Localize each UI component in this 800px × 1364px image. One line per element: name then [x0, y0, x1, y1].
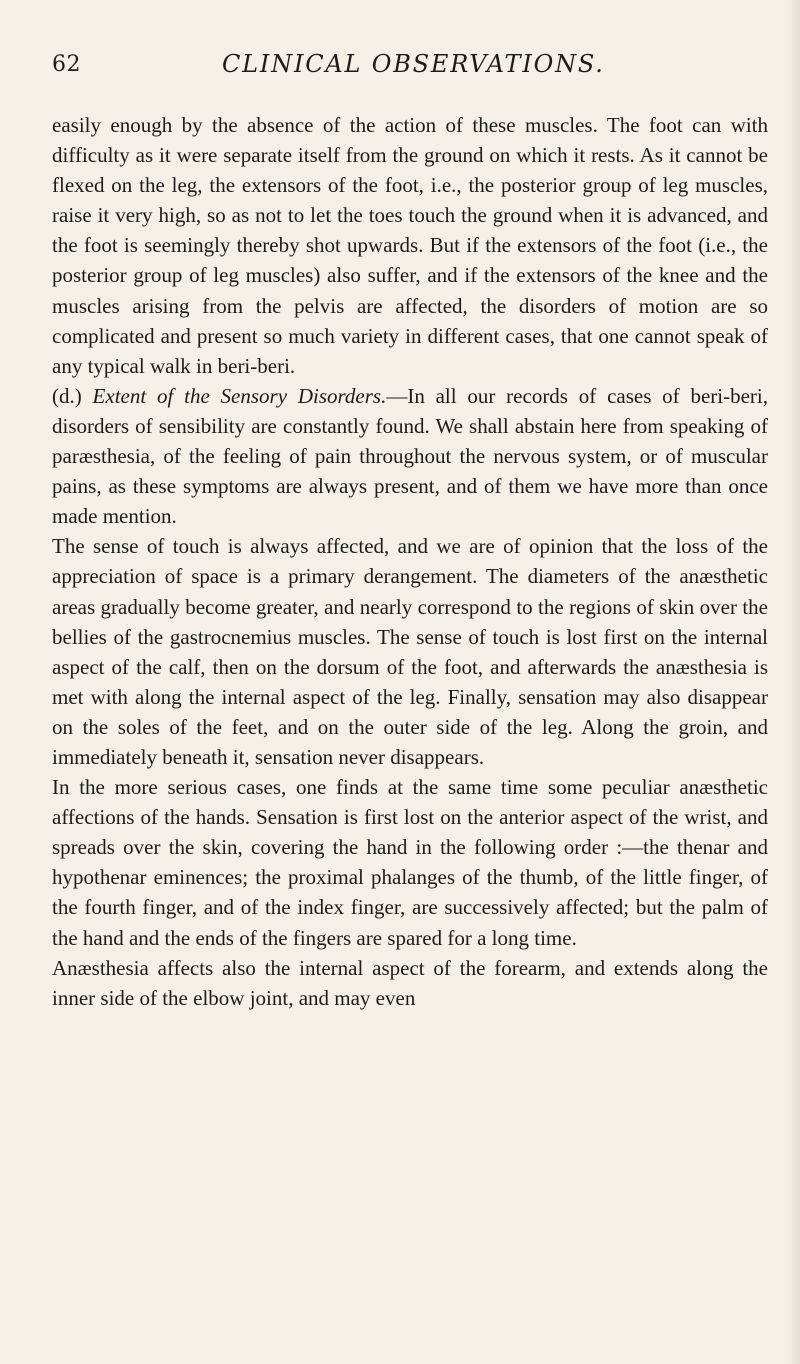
running-title: CLINICAL OBSERVATIONS.: [222, 50, 605, 78]
paragraph-hands: In the more serious cases, one finds at the same time some peculiar anæsthetic affections of the hands. Sensation is first lost on the anterior aspect of the wrist, and spreads over the skin, covering the hand in the following order :—the thenar and hypothenar eminences; the proximal phalanges of the thumb, of the little finger, of the fourth finger, and of the index finger, are successively affected; but the palm of the hand and the ends of the fingers are spared for a long time.: [52, 775, 768, 950]
paragraph-sensory-disorders: [52, 381, 768, 531]
paragraph-gait: easily enough by the absence of the action of these muscles. The foot can with difficulty as it were separate itself from the ground on which it rests. As it cannot be flexed on the leg, the extensors of the foot, i.e., the posterior group of leg muscles, raise it very high, so as not to let the toes touch the ground when it is advanced, and the foot is seemingly thereby shot upwards. But if the extensors of the foot (i.e., the posterior group of leg muscles) also suffer, and if the extensors of the knee and the muscles arising from the pelvis are affected, the disorders of motion are so complicated and present so much variety in different cases, that one cannot speak of any typical walk in beri-beri.: [52, 113, 768, 378]
page-edge-shadow: [786, 0, 800, 1364]
paragraph-touch: The sense of touch is always affected, and we are of opinion that the loss of the appreciation of space is a primary derangement. The diameters of the anæsthetic areas gradually become greater, and nearly correspond to the regions of skin over the bellies of the gastrocnemius muscles. The sense of touch is lost first on the internal aspect of the calf, then on the dorsum of the foot, and afterwards the anæsthesia is met with along the internal aspect of the leg. Finally, sensation may also disappear on the soles of the feet, and on the outer side of the leg. Along the groin, and immediately beneath it, sensation never disappears.: [52, 534, 768, 769]
section-heading: Extent of the Sensory Disorders.: [92, 383, 387, 408]
page-number: 62: [52, 52, 81, 77]
paragraph-forearm: Anæsthesia affects also the internal aspect of the forearm, and extends along the inner side of the elbow joint, and may even: [52, 955, 768, 1010]
running-head: [52, 50, 768, 84]
body-text: [52, 110, 768, 1013]
section-label: (d.): [52, 383, 82, 408]
paragraph-sensory-disorders-text: —In all our records of cases of beri-beri, disorders of sensibility are constantly found. We shall abstain here from speaking of paræsthesia, of the feeling of pain throughout the nervous system, or of muscular pains, as these symptoms are always present, and of them we have more than once made mention.: [52, 383, 768, 529]
